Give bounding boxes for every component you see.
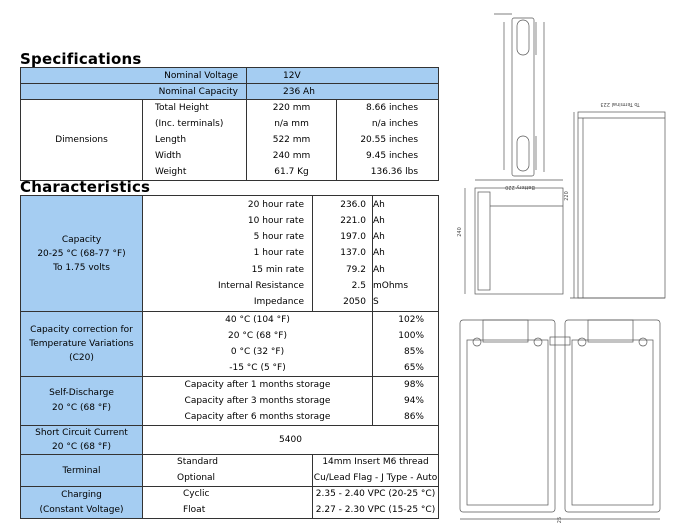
capacity-value: 2050 bbox=[343, 296, 366, 307]
dim-imperial: 9.45 inches bbox=[366, 151, 419, 161]
nominal-capacity-label: Nominal Capacity bbox=[21, 84, 247, 100]
connector-bar bbox=[550, 337, 570, 345]
dimensions-imperial bbox=[337, 100, 439, 181]
terminal-types bbox=[143, 455, 313, 487]
self-discharge-values bbox=[373, 377, 439, 426]
charging-value: 2.27 - 2.30 VPC (15-25 °C) bbox=[315, 504, 436, 515]
cell-left-inner bbox=[467, 340, 548, 505]
dimensions-label: Dimensions bbox=[21, 100, 143, 181]
charging-label bbox=[21, 487, 143, 519]
capacity-label bbox=[21, 196, 143, 312]
cell-left-terminal-plate bbox=[483, 320, 528, 342]
capacity-units bbox=[373, 196, 439, 312]
dim-label: Total Height bbox=[155, 103, 209, 113]
cell-right-terminal-plate bbox=[588, 320, 633, 342]
capacity-rate-label: Impedance bbox=[253, 296, 304, 307]
capacity-label-3: To 1.75 volts bbox=[53, 262, 110, 273]
front-view-outline bbox=[475, 188, 563, 294]
dim-label: Length bbox=[155, 135, 187, 145]
dim-label: Weight bbox=[155, 167, 187, 177]
temperature-value: 85% bbox=[403, 347, 424, 357]
temperature-label-3: (C20) bbox=[69, 353, 94, 363]
terminal-slot-bottom bbox=[517, 136, 529, 171]
capacity-rate-label: Internal Resistance bbox=[217, 280, 304, 291]
self-discharge-condition: Capacity after 1 months storage bbox=[184, 380, 331, 390]
nominal-voltage-value: 12V bbox=[247, 68, 439, 84]
terminal-dimension-label: To Terminal 223 bbox=[600, 101, 640, 107]
short-circuit-value: 5400 bbox=[143, 426, 439, 455]
terminal-value: Cu/Lead Flag - J Type - Auto bbox=[313, 472, 438, 483]
cell-left-vent bbox=[473, 338, 481, 346]
capacity-rate-label: 5 hour rate bbox=[253, 232, 304, 243]
dim-label: Width bbox=[155, 151, 182, 161]
nominal-voltage-label: Nominal Voltage bbox=[21, 68, 247, 84]
capacity-unit: Ah bbox=[373, 216, 385, 227]
cell-right-outline bbox=[565, 320, 660, 512]
dimensions-labels bbox=[143, 100, 247, 181]
bottom-dimension-label: 25 bbox=[557, 516, 563, 524]
temperature-conditions bbox=[143, 312, 373, 377]
dim-metric: 61.7 Kg bbox=[274, 167, 309, 177]
temperature-values bbox=[373, 312, 439, 377]
self-discharge-label-1: Self-Discharge bbox=[49, 388, 114, 398]
temperature-value: 102% bbox=[398, 315, 424, 325]
battery-dimension-label: Battery 220 bbox=[505, 184, 535, 190]
capacity-value: 221.0 bbox=[340, 216, 366, 227]
self-discharge-condition: Capacity after 3 months storage bbox=[184, 396, 331, 406]
capacity-rates bbox=[143, 196, 313, 312]
front-view-terminal bbox=[478, 192, 490, 290]
cell-left-outline bbox=[460, 320, 555, 512]
self-discharge-conditions bbox=[143, 377, 373, 426]
temperature-value: 65% bbox=[403, 363, 424, 373]
terminal-slot-top bbox=[517, 20, 529, 55]
terminal-detail-outline bbox=[512, 18, 534, 176]
temperature-condition: 0 °C (32 °F) bbox=[230, 347, 285, 357]
capacity-value: 79.2 bbox=[345, 264, 366, 275]
capacity-values bbox=[313, 196, 373, 312]
characteristics-heading: Characteristics bbox=[20, 178, 151, 196]
battery-technical-drawing bbox=[450, 0, 681, 529]
terminal-type: Standard bbox=[177, 457, 218, 467]
charging-modes bbox=[143, 487, 313, 519]
nominal-capacity-value: 236 Ah bbox=[247, 84, 439, 100]
dim-imperial: n/a inches bbox=[371, 119, 419, 129]
terminal-value: 14mm Insert M6 thread bbox=[322, 457, 429, 467]
specifications-table bbox=[20, 67, 439, 181]
dim-label: (Inc. terminals) bbox=[155, 119, 224, 129]
charging-mode: Float bbox=[183, 504, 206, 515]
short-circuit-label bbox=[21, 426, 143, 455]
specifications-heading: Specifications bbox=[20, 50, 142, 68]
dim-imperial: 20.55 inches bbox=[360, 135, 419, 145]
cell-right-inner bbox=[572, 340, 653, 505]
capacity-value: 197.0 bbox=[340, 232, 366, 243]
capacity-unit: mOhms bbox=[373, 280, 409, 291]
temperature-label-1: Capacity correction for bbox=[30, 325, 133, 335]
characteristics-table bbox=[20, 195, 439, 519]
self-discharge-label bbox=[21, 377, 143, 426]
charging-label-2: (Constant Voltage) bbox=[39, 504, 124, 515]
charging-mode: Cyclic bbox=[183, 489, 210, 499]
self-discharge-value: 94% bbox=[403, 396, 424, 406]
capacity-unit: Ah bbox=[373, 232, 385, 243]
charging-values bbox=[313, 487, 439, 519]
dim-metric: 240 mm bbox=[272, 151, 311, 161]
side-view-outline bbox=[578, 112, 665, 298]
height-dimension-label: 220 bbox=[564, 191, 570, 201]
temperature-label bbox=[21, 312, 143, 377]
capacity-unit: Ah bbox=[373, 264, 385, 275]
self-discharge-value: 98% bbox=[403, 380, 424, 390]
cell-right-vent bbox=[578, 338, 586, 346]
terminal-label: Terminal bbox=[21, 455, 143, 487]
capacity-rate-label: 15 min rate bbox=[251, 264, 304, 275]
capacity-unit: Ah bbox=[373, 248, 385, 259]
terminal-type: Optional bbox=[177, 472, 216, 483]
temperature-label-2: Temperature Variations bbox=[29, 339, 134, 349]
capacity-label-1: Capacity bbox=[61, 234, 102, 245]
self-discharge-label-2: 20 °C (68 °F) bbox=[52, 403, 111, 413]
charging-value: 2.35 - 2.40 VPC (20-25 °C) bbox=[315, 489, 436, 499]
temperature-condition: 20 °C (68 °F) bbox=[228, 331, 287, 341]
capacity-value: 2.5 bbox=[351, 280, 366, 291]
dim-metric: 220 mm bbox=[272, 103, 311, 113]
capacity-rate-label: 1 hour rate bbox=[253, 248, 304, 259]
dim-metric: n/a mm bbox=[274, 119, 309, 129]
width-dimension-label: 240 bbox=[457, 227, 463, 237]
terminal-values bbox=[313, 455, 439, 487]
battery-drawing-svg bbox=[450, 0, 681, 529]
temperature-condition: -15 °C (5 °F) bbox=[229, 363, 286, 373]
short-circuit-label-2: 20 °C (68 °F) bbox=[52, 442, 111, 452]
capacity-unit: S bbox=[373, 296, 379, 307]
cell-left-vent bbox=[534, 338, 542, 346]
short-circuit-label-1: Short Circuit Current bbox=[35, 428, 128, 438]
self-discharge-condition: Capacity after 6 months storage bbox=[184, 412, 331, 422]
temperature-condition: 40 °C (104 °F) bbox=[225, 315, 290, 325]
capacity-value: 236.0 bbox=[340, 199, 366, 210]
dim-imperial: 8.66 inches bbox=[366, 103, 419, 113]
dimensions-metric bbox=[247, 100, 337, 181]
self-discharge-value: 86% bbox=[403, 412, 424, 422]
capacity-rate-label: 20 hour rate bbox=[247, 199, 304, 210]
charging-label-1: Charging bbox=[61, 489, 102, 500]
capacity-label-2: 20-25 °C (68-77 °F) bbox=[37, 248, 126, 259]
capacity-value: 137.0 bbox=[340, 248, 366, 259]
dim-metric: 522 mm bbox=[272, 135, 311, 145]
temperature-value: 100% bbox=[398, 331, 424, 341]
capacity-unit: Ah bbox=[373, 199, 385, 210]
capacity-rate-label: 10 hour rate bbox=[247, 216, 304, 227]
cell-right-vent bbox=[639, 338, 647, 346]
dim-imperial: 136.36 lbs bbox=[370, 167, 419, 177]
